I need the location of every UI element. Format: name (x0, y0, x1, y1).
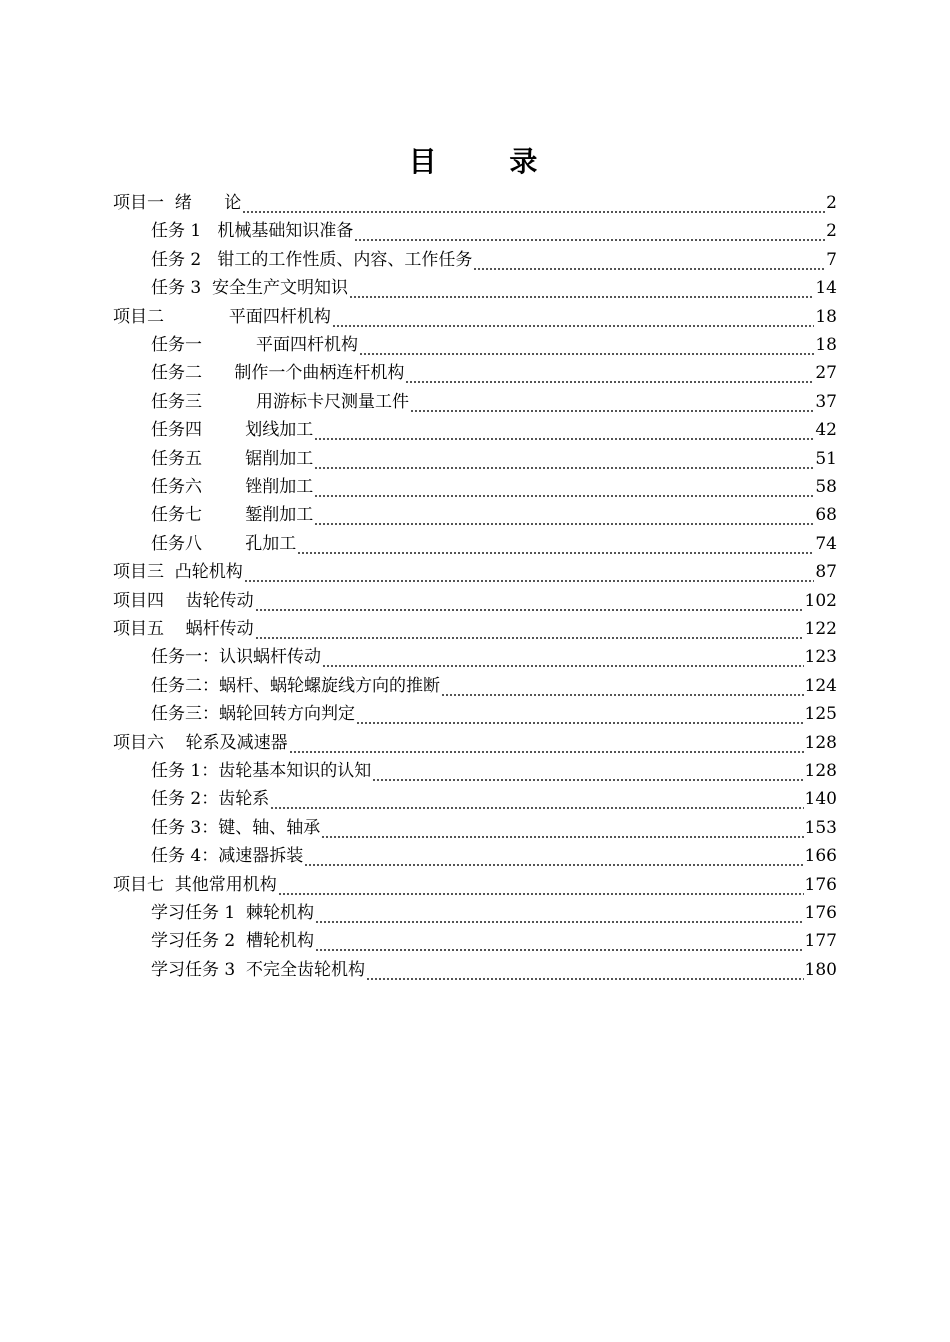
dot-leader (304, 849, 803, 869)
dot-leader (314, 423, 814, 443)
toc-entry-label: 项目三 凸轮机构 (113, 562, 243, 583)
toc-entry-page-number: 177 (804, 931, 837, 952)
toc-entry-label: 项目四 齿轮传动 (113, 590, 254, 611)
toc-entry[interactable] (151, 474, 837, 500)
dot-leader (314, 452, 814, 472)
dot-leader (255, 594, 804, 614)
dot-leader (405, 366, 814, 386)
toc-entry-label: 任务 3：键、轴、轴承 (151, 817, 321, 838)
dot-leader (441, 679, 804, 699)
toc-entry-label: 任务一 平面四杆机构 (151, 335, 359, 355)
dot-leader (270, 792, 803, 812)
toc-entry-page-number: 102 (804, 590, 837, 611)
toc-entry-page-number: 140 (804, 789, 837, 810)
toc-entry[interactable] (151, 218, 837, 244)
toc-entry[interactable] (151, 531, 837, 557)
toc-entry-page-number: 7 (826, 249, 837, 270)
toc-entry[interactable] (151, 275, 837, 301)
toc-entry-page-number: 125 (804, 704, 837, 725)
dot-leader (473, 253, 825, 273)
toc-entry-page-number: 51 (815, 448, 837, 469)
toc-entry[interactable] (151, 758, 837, 784)
toc-entry-label: 任务三 用游标卡尺测量工件 (151, 391, 410, 412)
toc-entry-label: 任务三：蜗轮回转方向判定 (151, 704, 355, 725)
toc-entry-label: 项目六 轮系及减速器 (113, 732, 288, 753)
dot-leader (322, 650, 804, 670)
dot-leader (255, 622, 804, 642)
toc-entry[interactable] (151, 815, 837, 841)
toc-entry[interactable] (151, 673, 837, 699)
dot-leader (242, 196, 825, 216)
dot-leader (244, 565, 815, 585)
toc-entry-page-number: 18 (815, 306, 837, 327)
toc-entry[interactable] (151, 360, 837, 386)
dot-leader (356, 707, 804, 727)
toc-entry[interactable] (151, 957, 837, 983)
toc-entry-label: 任务 2 钳工的工作性质、内容、工作任务 (151, 249, 473, 270)
toc-entry[interactable] (113, 190, 837, 216)
dot-leader (410, 395, 814, 415)
toc-entry-label: 任务五 锯削加工 (151, 448, 314, 469)
toc-entry-label: 任务 2：齿轮系 (151, 789, 270, 810)
toc-entry-page-number: 18 (815, 335, 837, 355)
dot-leader (372, 764, 803, 784)
toc-entry[interactable] (151, 332, 837, 358)
toc-entry[interactable] (151, 247, 837, 273)
toc-entry-page-number: 87 (815, 562, 837, 583)
toc-entry-page-number: 68 (815, 505, 837, 526)
toc-entry-page-number: 128 (804, 732, 837, 753)
toc-entry-label: 学习任务 3 不完全齿轮机构 (151, 959, 366, 980)
toc-entry-label: 学习任务 1 棘轮机构 (151, 903, 315, 923)
toc-entry-label: 项目二 平面四杆机构 (113, 306, 331, 327)
toc-entry-label: 任务二 制作一个曲柄连杆机构 (151, 363, 405, 384)
toc-entry-page-number: 122 (804, 619, 837, 639)
toc-entry-page-number: 123 (804, 647, 837, 668)
toc-entry[interactable] (113, 872, 837, 898)
dot-leader (315, 934, 804, 954)
toc-entry[interactable] (151, 701, 837, 727)
toc-entry-label: 任务 1：齿轮基本知识的认知 (151, 761, 372, 781)
toc-entry[interactable] (151, 417, 837, 443)
dot-leader (359, 338, 814, 358)
toc-entry-page-number: 176 (804, 903, 837, 923)
toc-entry-label: 任务 3 安全生产文明知识 (151, 278, 349, 299)
dot-leader (354, 224, 825, 244)
toc-entry[interactable] (113, 559, 837, 585)
toc-entry-label: 学习任务 2 槽轮机构 (151, 931, 315, 952)
dot-leader (321, 821, 803, 841)
toc-entry-page-number: 37 (815, 391, 837, 412)
dot-leader (278, 878, 804, 898)
toc-entry[interactable] (151, 786, 837, 812)
toc-entry-label: 任务四 划线加工 (151, 420, 314, 441)
toc-entry[interactable] (113, 304, 837, 330)
toc-entry-label: 任务 4：减速器拆装 (151, 846, 304, 867)
toc-entry-page-number: 2 (826, 221, 837, 242)
toc-entry[interactable] (151, 446, 837, 472)
toc-entry[interactable] (151, 928, 837, 954)
toc-entry-page-number: 27 (815, 363, 837, 384)
toc-entry-page-number: 74 (815, 533, 837, 554)
toc-entry-page-number: 42 (815, 420, 837, 441)
toc-entry-page-number: 14 (815, 278, 837, 299)
dot-leader (314, 508, 814, 528)
dot-leader (314, 480, 814, 500)
dot-leader (297, 537, 814, 557)
toc-entry-page-number: 153 (804, 817, 837, 838)
toc-entry-label: 项目五 蜗杆传动 (113, 619, 254, 639)
toc-entry[interactable] (151, 644, 837, 670)
toc-entry-label: 任务一：认识蜗杆传动 (151, 647, 321, 668)
toc-entry-label: 项目七 其他常用机构 (113, 874, 277, 895)
toc-entry[interactable] (151, 389, 837, 415)
dot-leader (315, 906, 804, 926)
toc-entry[interactable] (113, 588, 837, 614)
toc-title: 目 录 (408, 145, 542, 178)
toc-entry-label: 任务二：蜗杆、蜗轮螺旋线方向的推断 (151, 675, 440, 696)
toc-entry-page-number: 176 (804, 874, 837, 895)
toc-entry-label: 项目一 绪 论 (113, 193, 242, 213)
toc-entry[interactable] (151, 502, 837, 528)
toc-entry-page-number: 58 (815, 477, 837, 497)
toc-entry[interactable] (151, 900, 837, 926)
toc-entry-label: 任务六 锉削加工 (151, 477, 314, 497)
dot-leader (332, 310, 815, 330)
toc-entry-label: 任务八 孔加工 (151, 533, 297, 554)
toc-entry[interactable] (151, 843, 837, 869)
toc-entry[interactable] (113, 730, 837, 756)
toc-entry-label: 任务七 錾削加工 (151, 505, 314, 526)
toc-entry-page-number: 128 (804, 761, 837, 781)
toc-entry[interactable] (113, 616, 837, 642)
toc-entry-page-number: 166 (804, 846, 837, 867)
toc-entry-page-number: 124 (804, 675, 837, 696)
dot-leader (366, 963, 804, 983)
toc-entry-page-number: 180 (804, 959, 837, 980)
toc-entry-page-number: 2 (826, 193, 837, 213)
dot-leader (349, 281, 814, 301)
toc-entry-label: 任务 1 机械基础知识准备 (151, 221, 354, 242)
dot-leader (289, 736, 804, 756)
